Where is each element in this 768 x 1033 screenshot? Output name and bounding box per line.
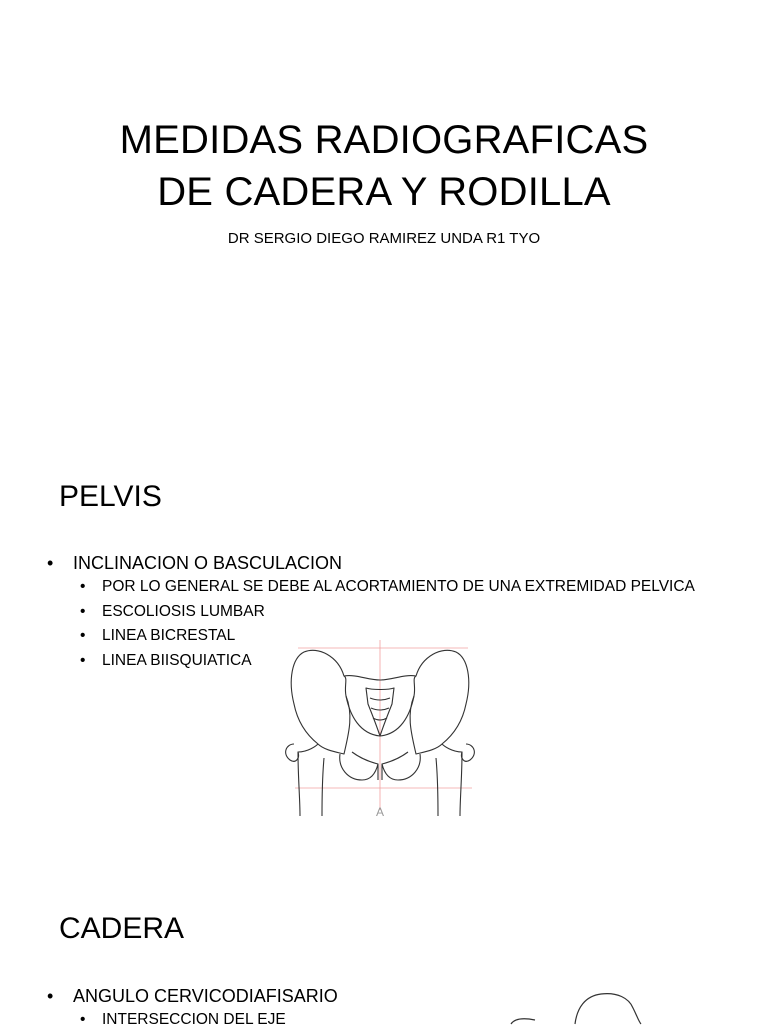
cadera-subbullet-interseccion: • INTERSECCION DEL EJE xyxy=(47,1008,338,1033)
title-line-1: MEDIDAS RADIOGRAFICAS xyxy=(119,118,649,162)
pelvis-subbullet-biisquiatica: • LINEA BIISQUIATICA xyxy=(47,649,695,674)
femur-figure xyxy=(505,988,665,1024)
title-line-2: DE CADERA Y RODILLA xyxy=(157,170,611,214)
pelvis-heading: PELVIS xyxy=(59,480,162,513)
pelvis-subbullet-escoliosis: • ESCOLIOSIS LUMBAR xyxy=(47,600,695,625)
pelvis-figure xyxy=(280,640,490,820)
cadera-heading: CADERA xyxy=(59,912,185,945)
pelvis-subbullet-acortamiento: • POR LO GENERAL SE DEBE AL ACORTAMIENTO DE UNA EXTREMIDAD PELVICA xyxy=(47,575,695,600)
presentation-subtitle: DR SERGIO DIEGO RAMIREZ UNDA R1 TYO xyxy=(227,230,541,247)
pelvis-bullet-inclinacion: • INCLINACION O BASCULACION xyxy=(47,551,695,575)
cadera-bullet-angulo: • ANGULO CERVICODIAFISARIO xyxy=(47,984,338,1008)
figure-label-a: A xyxy=(375,805,385,819)
pelvis-subbullet-bicrestal: • LINEA BICRESTAL xyxy=(47,624,695,649)
cadera-bullet-list xyxy=(47,984,338,1033)
presentation-title xyxy=(0,114,768,218)
title-slide xyxy=(0,0,768,432)
